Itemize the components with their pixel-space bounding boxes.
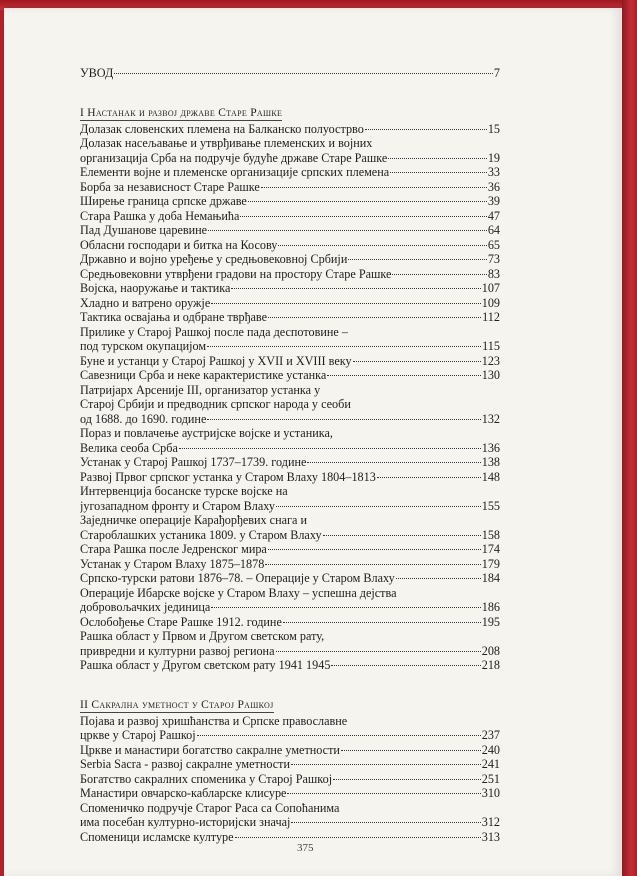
toc-entry <box>80 772 500 787</box>
toc-entry-title: Богатство сакралних споменика у Старој Рашкој <box>80 771 333 786</box>
toc-entry-page: 15 <box>487 121 500 136</box>
toc-entry-title: под турском окупацијом <box>80 339 207 353</box>
toc-entry-title: Манастири овчарско-кабларске клисуре <box>80 786 287 800</box>
toc-entry-page: 155 <box>481 498 500 513</box>
toc-leader-dots <box>268 549 481 550</box>
toc-entry-title: Устанак у Старој Рашкој 1737–1739. године <box>80 455 307 469</box>
toc-entry-line: Операције Ибарске војске у Старом Влаху – успешна дејства <box>80 585 397 600</box>
toc-entry-title: Развој Првог српског устанка у Старом Влаху 1804–1813 <box>80 469 376 484</box>
toc-entry-title: Елементи војне и племенске организације српских племена <box>80 165 390 179</box>
toc-leader-dots <box>211 303 480 304</box>
toc-entry-title: Устанак у Старом Влаху 1875–1878 <box>80 556 265 571</box>
toc-leader-dots <box>287 793 480 794</box>
toc-leader-dots <box>197 735 481 736</box>
toc-entry-page: 73 <box>487 252 500 266</box>
toc-entry-page: 186 <box>481 600 500 614</box>
toc-entry <box>80 571 500 586</box>
toc-entry <box>80 252 500 267</box>
toc-entry <box>80 600 500 615</box>
toc-entry-title: Државно и војно уређење у средњовековној Србији <box>80 252 348 266</box>
toc-leader-dots <box>323 535 481 536</box>
toc-leader-dots <box>235 837 481 838</box>
toc-leader-dots <box>291 764 481 765</box>
toc-leader-dots <box>268 317 481 318</box>
toc-entry <box>80 354 500 369</box>
toc-entry <box>80 757 500 772</box>
toc-entry-page: 123 <box>481 353 500 368</box>
toc-entry-title: привредни и културни развој региона <box>80 643 275 658</box>
toc-entry <box>80 455 500 470</box>
toc-leader-dots <box>265 564 480 565</box>
toc-entry <box>80 644 500 659</box>
toc-leader-dots <box>276 506 481 507</box>
toc-entry-page: 36 <box>487 179 500 194</box>
part2-entries <box>80 714 500 845</box>
toc-entry <box>80 528 500 543</box>
toc-entry <box>80 441 500 456</box>
toc-leader-dots <box>331 665 480 666</box>
toc-leader-dots <box>377 477 481 478</box>
toc-entry <box>80 267 500 282</box>
toc-entry <box>80 209 500 224</box>
toc-entry-page: 83 <box>487 266 500 281</box>
toc-entry-page: 107 <box>481 281 500 295</box>
toc-leader-dots <box>396 578 481 579</box>
toc-entry <box>80 743 500 758</box>
toc-entry-page: 47 <box>487 208 500 223</box>
toc-entry-page: 7 <box>493 66 500 80</box>
toc-entry <box>80 223 500 238</box>
toc-entry-line: Рашка област у Првом и Другом светском рату, <box>80 629 325 643</box>
toc-leader-dots <box>365 129 487 130</box>
toc-entry-line: Појава и развој хришћанства и Српске православне <box>80 713 348 728</box>
toc-leader-dots <box>348 259 486 260</box>
toc-leader-dots <box>261 187 487 188</box>
toc-entry-title: Цркве и манастири богатство сакралне уметности <box>80 742 340 757</box>
toc-entry-page: 19 <box>487 150 500 165</box>
toc-entry-title: Долазак словенских племена на Балканско полуострво <box>80 121 364 136</box>
toc-leader-dots <box>114 73 493 74</box>
toc-entry-line: Долазак насељавање и утврђивање племенских и војних <box>80 136 373 150</box>
toc-leader-dots <box>207 346 481 347</box>
toc-leader-dots <box>207 419 480 420</box>
toc-entry <box>80 122 500 137</box>
toc-entry-title: Тактика освајања и одбране тврђаве <box>80 310 267 324</box>
toc-entry-title: Војска, наоружање и тактика <box>80 281 231 295</box>
toc-entry-title: Српско-турски ратови 1876–78. – Операције у Старом Влаху <box>80 571 395 585</box>
toc-entry <box>80 470 500 485</box>
toc-entry-line: Патријарх Арсеније III, организатор устанка у <box>80 382 321 397</box>
toc-leader-dots <box>388 158 487 159</box>
toc-entry-page: 208 <box>481 643 500 658</box>
toc-entry-page: 195 <box>481 614 500 629</box>
toc-entry-title: Староблашких устаника 1809. у Старом Влаху <box>80 527 322 542</box>
toc-entry-page: 179 <box>481 556 500 571</box>
toc-entry-page: 313 <box>481 829 500 844</box>
toc-entry-title: Савезници Срба и неке карактеристике устанка <box>80 368 327 382</box>
toc-entry-line: Споменичко подручје Старог Раса са Сопоћанима <box>80 800 340 815</box>
page-number: 375 <box>297 842 314 854</box>
toc-leader-dots <box>276 651 481 652</box>
toc-entry-page: 241 <box>481 757 500 771</box>
toc-entry <box>80 339 500 354</box>
toc-entry <box>80 786 500 801</box>
toc-entry <box>80 180 500 195</box>
toc-entry-line: Прилике у Старој Рашкој после пада деспотовине – <box>80 324 348 339</box>
toc-entry <box>80 368 500 383</box>
toc-leader-dots <box>327 375 480 376</box>
toc-entry-page: 109 <box>481 295 500 310</box>
toc-leader-dots <box>278 245 486 246</box>
toc-entry-page: 158 <box>481 527 500 542</box>
toc-leader-dots <box>208 230 487 231</box>
toc-intro-entry <box>80 66 500 81</box>
toc-entry <box>80 194 500 209</box>
toc-entry-title: Борба за независност Старе Рашке <box>80 179 260 194</box>
toc-leader-dots <box>211 607 480 608</box>
toc-entry-line: Старој Србији и предводник српског народа у сеоби <box>80 397 351 411</box>
toc-entry-title: Обласни господари и битка на Косову <box>80 237 278 252</box>
toc-entry-title: југозападном фронту и Старом Влаху <box>80 498 275 513</box>
toc-entry-page: 174 <box>481 542 500 556</box>
toc-leader-dots <box>283 622 481 623</box>
toc-entry-page: 39 <box>487 194 500 208</box>
toc-entry-title: Пад Душанове царевине <box>80 223 208 237</box>
toc-entry <box>80 238 500 253</box>
toc-entry <box>80 615 500 630</box>
toc-entry <box>80 281 500 296</box>
toc-entry-title: организација Срба на подручје будуће државе Старе Рашке <box>80 150 388 165</box>
toc-entry-title: Рашка област у Другом светском рату 1941 1945 <box>80 658 331 672</box>
toc-leader-dots <box>392 274 486 275</box>
toc-entry <box>80 557 500 572</box>
toc-leader-dots <box>291 822 480 823</box>
toc-leader-dots <box>231 288 480 289</box>
toc-entry-title: Ослобођење Старе Рашке 1912. године <box>80 614 282 629</box>
toc-entry-page: 112 <box>482 310 500 324</box>
toc-entry-page: 64 <box>487 223 500 237</box>
toc-entry-line: Пораз и повлачење аустријске војске и устаника, <box>80 426 333 440</box>
toc-entry-page: 130 <box>481 368 500 382</box>
toc-entry-page: 138 <box>481 455 500 469</box>
toc-entry <box>80 499 500 514</box>
toc-entry-title: Споменици исламске културе <box>80 829 234 844</box>
toc-leader-dots <box>179 448 481 449</box>
toc-entry <box>80 658 500 673</box>
toc-leader-dots <box>353 361 481 362</box>
toc-leader-dots <box>333 779 481 780</box>
toc-entry-page: 65 <box>487 237 500 252</box>
toc-entry-line: Интервенција босанске турске војске на <box>80 484 288 498</box>
toc-entry-page: 115 <box>482 339 500 353</box>
toc-entry-page: 132 <box>481 411 500 426</box>
toc-entry-title: цркве у Старој Рашкој <box>80 728 196 742</box>
toc-entry <box>80 542 500 557</box>
toc-entry <box>80 412 500 427</box>
table-of-contents <box>80 66 500 844</box>
toc-leader-dots <box>390 172 487 173</box>
toc-entry-title: добровољачких јединица <box>80 600 211 614</box>
toc-entry-page: 33 <box>487 165 500 179</box>
toc-entry <box>80 310 500 325</box>
toc-entry-page: 218 <box>481 658 500 672</box>
toc-entry-page: 251 <box>481 771 500 786</box>
toc-entry-title: од 1688. до 1690. године <box>80 411 207 426</box>
toc-entry-title: Хладно и ватрено оружје <box>80 295 211 310</box>
toc-leader-dots <box>240 216 486 217</box>
part2-title: II Сакрална уметност у Старој Рашкој <box>80 698 274 711</box>
toc-entry <box>80 815 500 830</box>
toc-entry-page: 240 <box>481 742 500 757</box>
toc-entry <box>80 296 500 311</box>
toc-entry-title: УВОД <box>80 66 114 80</box>
part1-entries <box>80 122 500 673</box>
toc-entry <box>80 151 500 166</box>
toc-entry-page: 310 <box>481 786 500 800</box>
toc-entry-title: Средњовековни утврђени градови на простору Старе Рашке <box>80 266 392 281</box>
toc-entry-page: 184 <box>481 571 500 585</box>
toc-leader-dots <box>307 462 480 463</box>
book-cover-right-edge <box>622 0 637 876</box>
toc-entry <box>80 165 500 180</box>
toc-entry-page: 148 <box>481 469 500 484</box>
toc-entry-title: Ширење граница српске државе <box>80 194 247 208</box>
toc-entry-title: Стара Рашка у доба Немањића <box>80 208 240 223</box>
toc-entry-title: Буне и устанци у Старој Рашкој у XVII и XVIII веку <box>80 353 352 368</box>
toc-entry-title: Велика сеоба Срба <box>80 440 178 455</box>
toc-entry-title: Serbia Sacra - развој сакралне уметности <box>80 757 291 771</box>
toc-entry-page: 312 <box>481 815 500 829</box>
part1-title: I Настанак и развој државе Старе Рашке <box>80 106 283 119</box>
toc-entry-title: има посебан културно-историјски значај <box>80 815 291 829</box>
toc-entry <box>80 728 500 743</box>
toc-entry-page: 136 <box>481 440 500 455</box>
toc-entry <box>80 830 500 845</box>
toc-entry-title: Стара Рашка после Једренског мира <box>80 542 267 556</box>
toc-leader-dots <box>341 750 481 751</box>
toc-entry-page: 237 <box>481 728 500 742</box>
toc-entry-line: Заједничке операције Карађорђевих снага и <box>80 513 307 527</box>
toc-leader-dots <box>248 201 487 202</box>
